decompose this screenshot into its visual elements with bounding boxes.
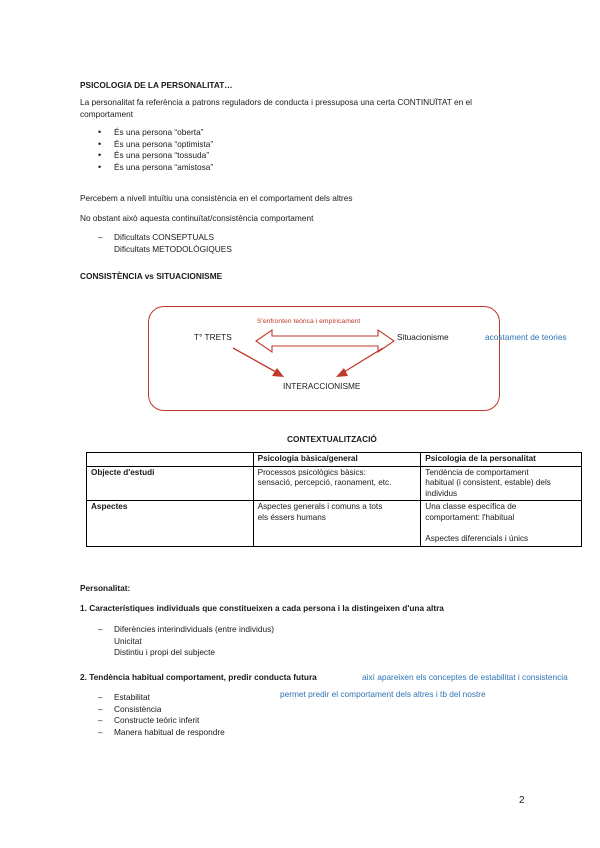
list-item: Unicitat <box>114 635 142 646</box>
personality-heading: Personalitat: <box>80 583 131 593</box>
row-label-aspects: Aspectes <box>87 501 254 547</box>
list-item: – Constructe teòric inferit <box>114 715 225 727</box>
intro-line-2: comportament <box>80 109 134 119</box>
cell-line: individus <box>425 488 458 498</box>
cell-line: habitual (i consistent, estable) dels <box>425 478 551 487</box>
diagram-top-note: S'enfronten teòrica i empíricament <box>257 318 361 325</box>
list-item: – Manera habitual de respondre <box>114 727 225 739</box>
p2-note-1: així apareixen els conceptes de estabilitat i consistencia <box>362 672 568 682</box>
diagram-right-label: Situacionisme <box>397 332 449 342</box>
context-title: CONTEXTUALITZACIÓ <box>287 434 377 444</box>
list-item: – Diferències interindividuals (entre individus) <box>114 624 274 636</box>
cell-line: sensació, percepció, raonament, etc. <box>257 478 392 487</box>
examples-list <box>114 127 213 173</box>
table-header-row <box>87 453 582 467</box>
list-item: • És una persona “amistosa” <box>114 162 213 174</box>
cell-spacer <box>425 523 577 534</box>
cell-line: Processos psicològics bàsics: <box>257 467 366 477</box>
arrow-left-head <box>272 368 284 377</box>
page-number: 2 <box>519 795 525 806</box>
consistency-heading: CONSISTÈNCIA vs SITUACIONISME <box>80 271 223 281</box>
list-item: Dificultats METODOLÒGIQUES <box>114 243 232 254</box>
cell-line: Tendència de comportament <box>425 467 529 477</box>
table-cell <box>253 501 421 547</box>
page-title: PSICOLOGIA DE LA PERSONALITAT… <box>80 80 233 90</box>
table-row <box>87 466 582 501</box>
list-item: • És una persona “oberta” <box>114 127 213 139</box>
p2-heading: 2. Tendència habitual comportament, predir conducta futura <box>80 672 317 682</box>
list-item: • És una persona “tossuda” <box>114 150 213 162</box>
however-text: No obstant això aquesta continuïtat/consistència comportament <box>80 213 314 223</box>
cell-line: comportament: l'habitual <box>425 512 515 522</box>
table-row <box>87 501 582 547</box>
list-item: Distintiu i propi del subjecte <box>114 647 215 657</box>
p2-note-2: permet predir el comportament dels altres i tb del nostre <box>280 689 486 699</box>
list-item: – Consistència <box>114 704 225 716</box>
list-item: – Estabilitat <box>114 692 225 704</box>
double-arrow-shape <box>256 330 394 352</box>
diagram-side-note: acostament de teories <box>485 332 567 342</box>
cell-line: Aspectes diferencials i únics <box>425 534 529 543</box>
arrow-right-head <box>336 368 348 377</box>
diagram-bottom-label: INTERACCIONISME <box>283 381 361 391</box>
intro-line-1: La personalitat fa referència a patrons reguladors de conducta i pressuposa una certa CONTINUÏTAT en el <box>80 97 473 107</box>
perceive-text: Percebem a nivell intuïtiu una consistència en el comportament dels altres <box>80 193 353 203</box>
cell-line: Aspectes generals i comuns a tots <box>257 502 383 511</box>
cell-line: Una classe específica de <box>425 502 517 511</box>
p2-list <box>114 692 225 738</box>
list-item: • És una persona “optimista” <box>114 139 213 151</box>
row-label-object: Objecte d'estudi <box>87 466 254 501</box>
table-cell <box>253 466 421 501</box>
cell-line: els éssers humans <box>257 512 326 522</box>
table-header-cell <box>87 453 254 467</box>
table-header-cell: Psicologia de la personalitat <box>421 453 582 467</box>
table-header-cell: Psicologia bàsica/general <box>253 453 421 467</box>
list-item: – Dificultats CONSEPTUALS <box>114 232 232 244</box>
context-table <box>86 452 582 547</box>
arrow-right-line <box>344 348 383 372</box>
p1-list <box>114 624 274 659</box>
p1-heading: 1. Característiques individuals que constitueixen a cada persona i la distingeixen d'una altra <box>80 603 444 613</box>
table-cell <box>421 501 582 547</box>
arrow-left-line <box>233 348 276 372</box>
diagram-left-label: T° TRETS <box>194 332 232 342</box>
difficulties-list <box>114 232 232 255</box>
table-cell <box>421 466 582 501</box>
